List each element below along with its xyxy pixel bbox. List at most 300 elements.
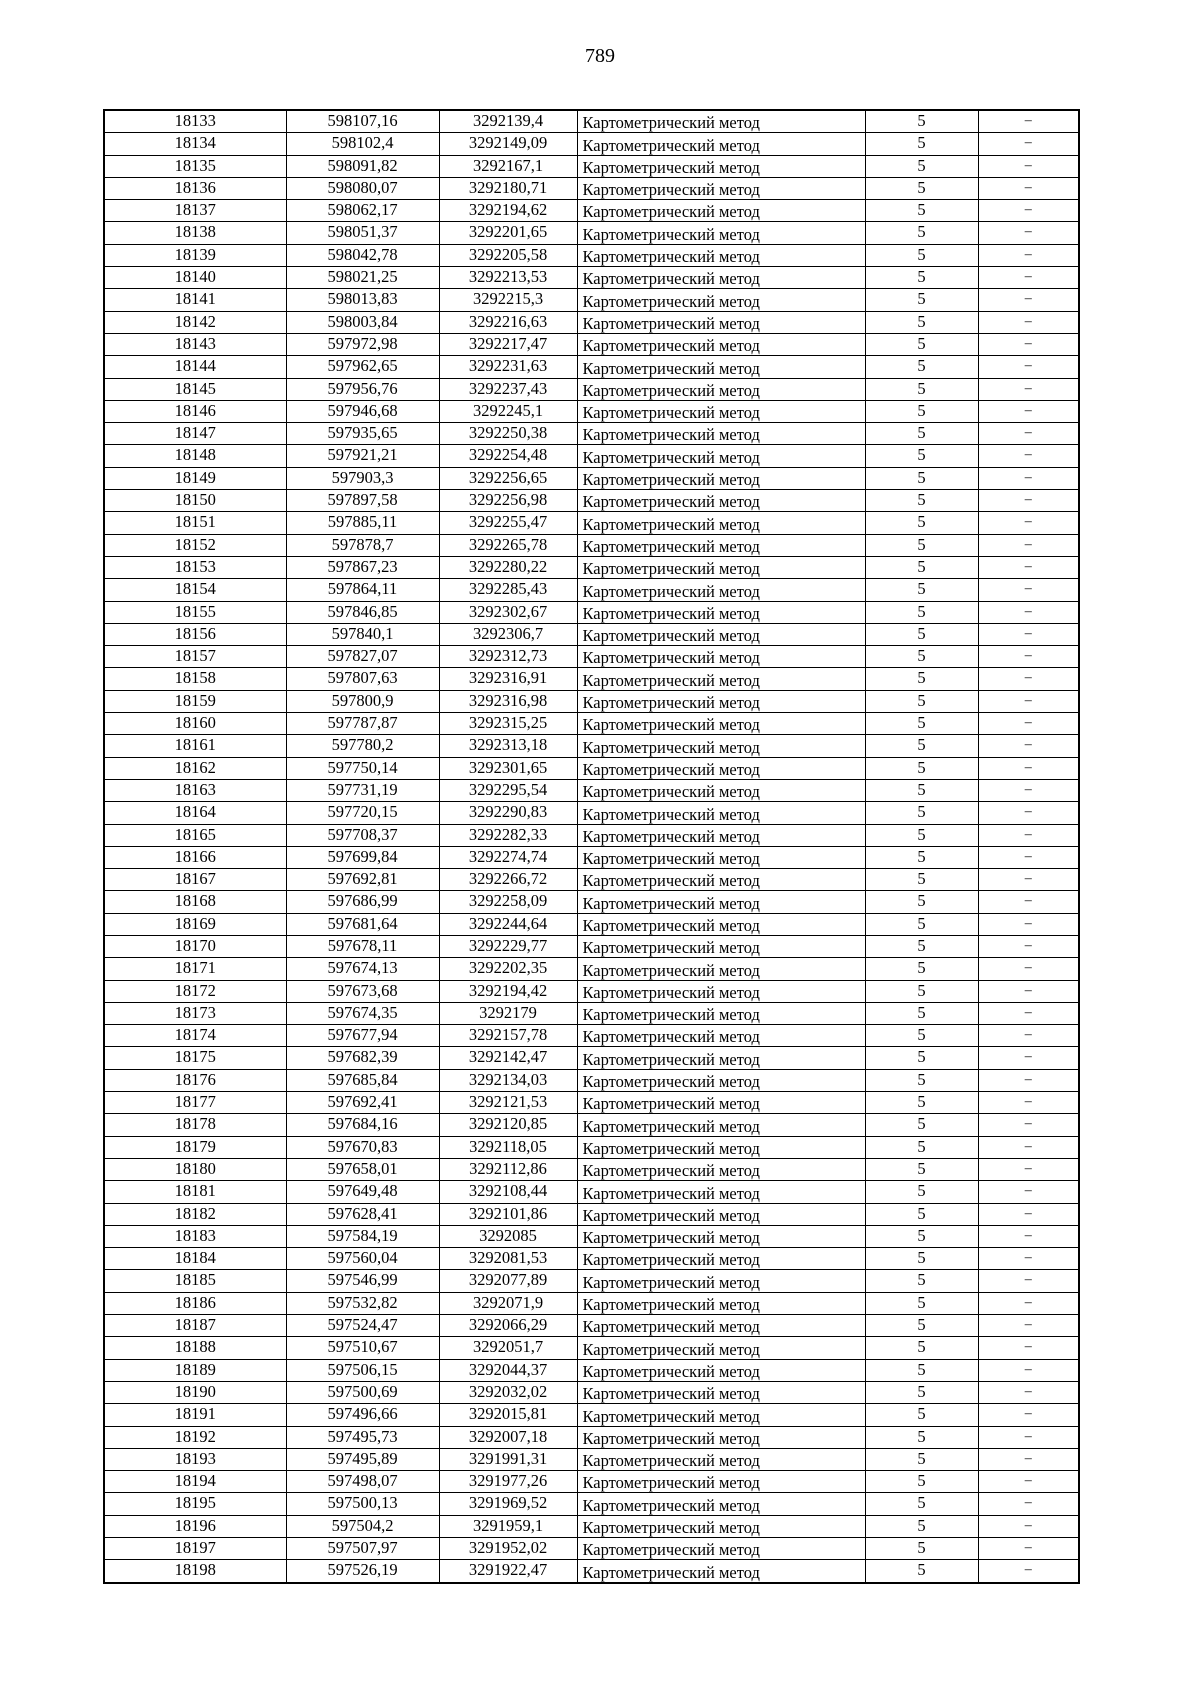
y-coordinate-cell: 3292044,37 xyxy=(439,1359,577,1381)
description-cell: – xyxy=(978,913,1079,935)
method-cell: Картометрический метод xyxy=(577,646,865,668)
table-row xyxy=(104,713,1079,735)
point-number-cell: 18155 xyxy=(104,601,286,623)
description-cell: – xyxy=(978,378,1079,400)
point-number-cell: 18138 xyxy=(104,222,286,244)
description-cell: – xyxy=(978,1471,1079,1493)
description-cell: – xyxy=(978,177,1079,199)
accuracy-cell: 5 xyxy=(865,623,978,645)
table-row xyxy=(104,490,1079,512)
y-coordinate-cell: 3291952,02 xyxy=(439,1538,577,1560)
method-cell: Картометрический метод xyxy=(577,757,865,779)
accuracy-cell: 5 xyxy=(865,1158,978,1180)
y-coordinate-cell: 3292134,03 xyxy=(439,1069,577,1091)
table-row xyxy=(104,1092,1079,1114)
y-coordinate-cell: 3292118,05 xyxy=(439,1136,577,1158)
accuracy-cell: 5 xyxy=(865,713,978,735)
point-number-cell: 18190 xyxy=(104,1381,286,1403)
y-coordinate-cell: 3292258,09 xyxy=(439,891,577,913)
accuracy-cell: 5 xyxy=(865,490,978,512)
x-coordinate-cell: 597903,3 xyxy=(286,467,439,489)
description-cell: – xyxy=(978,289,1079,311)
table-row xyxy=(104,333,1079,355)
table-row xyxy=(104,534,1079,556)
table-row xyxy=(104,757,1079,779)
table-row xyxy=(104,913,1079,935)
point-number-cell: 18181 xyxy=(104,1181,286,1203)
description-cell: – xyxy=(978,668,1079,690)
accuracy-cell: 5 xyxy=(865,1069,978,1091)
description-cell: – xyxy=(978,490,1079,512)
point-number-cell: 18160 xyxy=(104,713,286,735)
point-number-cell: 18158 xyxy=(104,668,286,690)
description-cell: – xyxy=(978,556,1079,578)
x-coordinate-cell: 597720,15 xyxy=(286,802,439,824)
table-row xyxy=(104,155,1079,177)
table-row xyxy=(104,1114,1079,1136)
description-cell: – xyxy=(978,333,1079,355)
method-cell: Картометрический метод xyxy=(577,1381,865,1403)
method-cell: Картометрический метод xyxy=(577,1471,865,1493)
point-number-cell: 18149 xyxy=(104,467,286,489)
point-number-cell: 18182 xyxy=(104,1203,286,1225)
point-number-cell: 18143 xyxy=(104,333,286,355)
accuracy-cell: 5 xyxy=(865,1225,978,1247)
y-coordinate-cell: 3292205,58 xyxy=(439,244,577,266)
table-row xyxy=(104,244,1079,266)
description-cell: – xyxy=(978,1515,1079,1537)
table-row xyxy=(104,556,1079,578)
point-number-cell: 18195 xyxy=(104,1493,286,1515)
y-coordinate-cell: 3292201,65 xyxy=(439,222,577,244)
x-coordinate-cell: 597560,04 xyxy=(286,1248,439,1270)
table-row xyxy=(104,133,1079,155)
description-cell: – xyxy=(978,1337,1079,1359)
table-row xyxy=(104,891,1079,913)
description-cell: – xyxy=(978,244,1079,266)
table-row xyxy=(104,1136,1079,1158)
y-coordinate-cell: 3292071,9 xyxy=(439,1292,577,1314)
description-cell: – xyxy=(978,1538,1079,1560)
accuracy-cell: 5 xyxy=(865,1493,978,1515)
method-cell: Картометрический метод xyxy=(577,935,865,957)
y-coordinate-cell: 3292306,7 xyxy=(439,623,577,645)
method-cell: Картометрический метод xyxy=(577,155,865,177)
description-cell: – xyxy=(978,1359,1079,1381)
x-coordinate-cell: 597500,69 xyxy=(286,1381,439,1403)
y-coordinate-cell: 3291922,47 xyxy=(439,1560,577,1583)
accuracy-cell: 5 xyxy=(865,802,978,824)
method-cell: Картометрический метод xyxy=(577,891,865,913)
x-coordinate-cell: 597686,99 xyxy=(286,891,439,913)
table-row xyxy=(104,601,1079,623)
accuracy-cell: 5 xyxy=(865,891,978,913)
description-cell: – xyxy=(978,690,1079,712)
method-cell: Картометрический метод xyxy=(577,445,865,467)
method-cell: Картометрический метод xyxy=(577,690,865,712)
y-coordinate-cell: 3292244,64 xyxy=(439,913,577,935)
description-cell: – xyxy=(978,423,1079,445)
x-coordinate-cell: 597780,2 xyxy=(286,735,439,757)
y-coordinate-cell: 3292315,25 xyxy=(439,713,577,735)
point-number-cell: 18144 xyxy=(104,356,286,378)
description-cell: – xyxy=(978,1181,1079,1203)
accuracy-cell: 5 xyxy=(865,1426,978,1448)
table-row xyxy=(104,579,1079,601)
accuracy-cell: 5 xyxy=(865,378,978,400)
description-cell: – xyxy=(978,1158,1079,1180)
x-coordinate-cell: 597677,94 xyxy=(286,1025,439,1047)
point-number-cell: 18197 xyxy=(104,1538,286,1560)
x-coordinate-cell: 597684,16 xyxy=(286,1114,439,1136)
accuracy-cell: 5 xyxy=(865,1114,978,1136)
x-coordinate-cell: 598021,25 xyxy=(286,267,439,289)
accuracy-cell: 5 xyxy=(865,1002,978,1024)
y-coordinate-cell: 3292179 xyxy=(439,1002,577,1024)
y-coordinate-cell: 3292015,81 xyxy=(439,1404,577,1426)
table-row xyxy=(104,1560,1079,1583)
accuracy-cell: 5 xyxy=(865,222,978,244)
description-cell: – xyxy=(978,1203,1079,1225)
point-number-cell: 18152 xyxy=(104,534,286,556)
table-row xyxy=(104,802,1079,824)
point-number-cell: 18166 xyxy=(104,846,286,868)
description-cell: – xyxy=(978,646,1079,668)
description-cell: – xyxy=(978,1225,1079,1247)
y-coordinate-cell: 3291969,52 xyxy=(439,1493,577,1515)
description-cell: – xyxy=(978,735,1079,757)
y-coordinate-cell: 3292202,35 xyxy=(439,958,577,980)
accuracy-cell: 5 xyxy=(865,846,978,868)
accuracy-cell: 5 xyxy=(865,1381,978,1403)
x-coordinate-cell: 598107,16 xyxy=(286,110,439,133)
description-cell: – xyxy=(978,1136,1079,1158)
method-cell: Картометрический метод xyxy=(577,333,865,355)
y-coordinate-cell: 3292229,77 xyxy=(439,935,577,957)
table-row xyxy=(104,824,1079,846)
y-coordinate-cell: 3292250,38 xyxy=(439,423,577,445)
table-row xyxy=(104,1315,1079,1337)
coordinates-table xyxy=(103,109,1080,1584)
method-cell: Картометрический метод xyxy=(577,1448,865,1470)
y-coordinate-cell: 3292245,1 xyxy=(439,400,577,422)
method-cell: Картометрический метод xyxy=(577,1359,865,1381)
description-cell: – xyxy=(978,110,1079,133)
table-row xyxy=(104,1025,1079,1047)
accuracy-cell: 5 xyxy=(865,1515,978,1537)
table-row xyxy=(104,311,1079,333)
x-coordinate-cell: 597507,97 xyxy=(286,1538,439,1560)
accuracy-cell: 5 xyxy=(865,757,978,779)
method-cell: Картометрический метод xyxy=(577,1493,865,1515)
method-cell: Картометрический метод xyxy=(577,579,865,601)
y-coordinate-cell: 3292265,78 xyxy=(439,534,577,556)
point-number-cell: 18167 xyxy=(104,869,286,891)
method-cell: Картометрический метод xyxy=(577,556,865,578)
description-cell: – xyxy=(978,802,1079,824)
point-number-cell: 18163 xyxy=(104,779,286,801)
table-row xyxy=(104,1069,1079,1091)
x-coordinate-cell: 597956,76 xyxy=(286,378,439,400)
accuracy-cell: 5 xyxy=(865,935,978,957)
point-number-cell: 18184 xyxy=(104,1248,286,1270)
method-cell: Картометрический метод xyxy=(577,378,865,400)
accuracy-cell: 5 xyxy=(865,735,978,757)
y-coordinate-cell: 3291977,26 xyxy=(439,1471,577,1493)
y-coordinate-cell: 3292121,53 xyxy=(439,1092,577,1114)
point-number-cell: 18137 xyxy=(104,200,286,222)
method-cell: Картометрический метод xyxy=(577,1136,865,1158)
point-number-cell: 18142 xyxy=(104,311,286,333)
method-cell: Картометрический метод xyxy=(577,869,865,891)
accuracy-cell: 5 xyxy=(865,311,978,333)
table-row xyxy=(104,110,1079,133)
x-coordinate-cell: 597692,41 xyxy=(286,1092,439,1114)
description-cell: – xyxy=(978,824,1079,846)
y-coordinate-cell: 3292217,47 xyxy=(439,333,577,355)
x-coordinate-cell: 597935,65 xyxy=(286,423,439,445)
description-cell: – xyxy=(978,1404,1079,1426)
x-coordinate-cell: 597699,84 xyxy=(286,846,439,868)
x-coordinate-cell: 597496,66 xyxy=(286,1404,439,1426)
point-number-cell: 18150 xyxy=(104,490,286,512)
description-cell: – xyxy=(978,1426,1079,1448)
table-row xyxy=(104,200,1079,222)
method-cell: Картометрический метод xyxy=(577,713,865,735)
accuracy-cell: 5 xyxy=(865,958,978,980)
y-coordinate-cell: 3292167,1 xyxy=(439,155,577,177)
table-row xyxy=(104,935,1079,957)
table-row xyxy=(104,1404,1079,1426)
point-number-cell: 18168 xyxy=(104,891,286,913)
description-cell: – xyxy=(978,846,1079,868)
x-coordinate-cell: 597498,07 xyxy=(286,1471,439,1493)
y-coordinate-cell: 3292149,09 xyxy=(439,133,577,155)
table-row xyxy=(104,289,1079,311)
point-number-cell: 18139 xyxy=(104,244,286,266)
accuracy-cell: 5 xyxy=(865,445,978,467)
y-coordinate-cell: 3292032,02 xyxy=(439,1381,577,1403)
accuracy-cell: 5 xyxy=(865,1092,978,1114)
point-number-cell: 18171 xyxy=(104,958,286,980)
point-number-cell: 18196 xyxy=(104,1515,286,1537)
x-coordinate-cell: 597526,19 xyxy=(286,1560,439,1583)
y-coordinate-cell: 3292194,62 xyxy=(439,200,577,222)
y-coordinate-cell: 3292280,22 xyxy=(439,556,577,578)
x-coordinate-cell: 597827,07 xyxy=(286,646,439,668)
description-cell: – xyxy=(978,1047,1079,1069)
table-row xyxy=(104,1448,1079,1470)
table-row xyxy=(104,222,1079,244)
point-number-cell: 18177 xyxy=(104,1092,286,1114)
y-coordinate-cell: 3292316,91 xyxy=(439,668,577,690)
y-coordinate-cell: 3292051,7 xyxy=(439,1337,577,1359)
x-coordinate-cell: 597674,13 xyxy=(286,958,439,980)
y-coordinate-cell: 3292085 xyxy=(439,1225,577,1247)
point-number-cell: 18169 xyxy=(104,913,286,935)
point-number-cell: 18162 xyxy=(104,757,286,779)
description-cell: – xyxy=(978,1092,1079,1114)
method-cell: Картометрический метод xyxy=(577,623,865,645)
x-coordinate-cell: 597731,19 xyxy=(286,779,439,801)
point-number-cell: 18157 xyxy=(104,646,286,668)
table-row xyxy=(104,1292,1079,1314)
y-coordinate-cell: 3292142,47 xyxy=(439,1047,577,1069)
method-cell: Картометрический метод xyxy=(577,1315,865,1337)
point-number-cell: 18189 xyxy=(104,1359,286,1381)
method-cell: Картометрический метод xyxy=(577,289,865,311)
y-coordinate-cell: 3292256,65 xyxy=(439,467,577,489)
point-number-cell: 18178 xyxy=(104,1114,286,1136)
method-cell: Картометрический метод xyxy=(577,267,865,289)
table-row xyxy=(104,1002,1079,1024)
accuracy-cell: 5 xyxy=(865,646,978,668)
table-row xyxy=(104,378,1079,400)
table-row xyxy=(104,668,1079,690)
table-row xyxy=(104,400,1079,422)
point-number-cell: 18193 xyxy=(104,1448,286,1470)
x-coordinate-cell: 598013,83 xyxy=(286,289,439,311)
point-number-cell: 18198 xyxy=(104,1560,286,1583)
method-cell: Картометрический метод xyxy=(577,1337,865,1359)
table-row xyxy=(104,1225,1079,1247)
description-cell: – xyxy=(978,869,1079,891)
x-coordinate-cell: 598102,4 xyxy=(286,133,439,155)
description-cell: – xyxy=(978,1114,1079,1136)
accuracy-cell: 5 xyxy=(865,824,978,846)
method-cell: Картометрический метод xyxy=(577,534,865,556)
point-number-cell: 18186 xyxy=(104,1292,286,1314)
method-cell: Картометрический метод xyxy=(577,1158,865,1180)
point-number-cell: 18191 xyxy=(104,1404,286,1426)
description-cell: – xyxy=(978,757,1079,779)
method-cell: Картометрический метод xyxy=(577,1270,865,1292)
accuracy-cell: 5 xyxy=(865,1359,978,1381)
description-cell: – xyxy=(978,200,1079,222)
y-coordinate-cell: 3292254,48 xyxy=(439,445,577,467)
description-cell: – xyxy=(978,512,1079,534)
accuracy-cell: 5 xyxy=(865,267,978,289)
point-number-cell: 18148 xyxy=(104,445,286,467)
point-number-cell: 18179 xyxy=(104,1136,286,1158)
x-coordinate-cell: 597946,68 xyxy=(286,400,439,422)
accuracy-cell: 5 xyxy=(865,356,978,378)
method-cell: Картометрический метод xyxy=(577,1069,865,1091)
y-coordinate-cell: 3292139,4 xyxy=(439,110,577,133)
accuracy-cell: 5 xyxy=(865,534,978,556)
accuracy-cell: 5 xyxy=(865,869,978,891)
method-cell: Картометрический метод xyxy=(577,1203,865,1225)
table-row xyxy=(104,1538,1079,1560)
method-cell: Картометрический метод xyxy=(577,1515,865,1537)
description-cell: – xyxy=(978,1448,1079,1470)
y-coordinate-cell: 3292108,44 xyxy=(439,1181,577,1203)
description-cell: – xyxy=(978,713,1079,735)
point-number-cell: 18154 xyxy=(104,579,286,601)
description-cell: – xyxy=(978,1069,1079,1091)
method-cell: Картометрический метод xyxy=(577,200,865,222)
x-coordinate-cell: 598062,17 xyxy=(286,200,439,222)
table-row xyxy=(104,267,1079,289)
x-coordinate-cell: 597878,7 xyxy=(286,534,439,556)
x-coordinate-cell: 597885,11 xyxy=(286,512,439,534)
method-cell: Картометрический метод xyxy=(577,1225,865,1247)
point-number-cell: 18153 xyxy=(104,556,286,578)
y-coordinate-cell: 3292215,3 xyxy=(439,289,577,311)
y-coordinate-cell: 3292213,53 xyxy=(439,267,577,289)
x-coordinate-cell: 598051,37 xyxy=(286,222,439,244)
accuracy-cell: 5 xyxy=(865,556,978,578)
x-coordinate-cell: 598003,84 xyxy=(286,311,439,333)
accuracy-cell: 5 xyxy=(865,1136,978,1158)
y-coordinate-cell: 3292231,63 xyxy=(439,356,577,378)
accuracy-cell: 5 xyxy=(865,690,978,712)
point-number-cell: 18159 xyxy=(104,690,286,712)
y-coordinate-cell: 3292237,43 xyxy=(439,378,577,400)
x-coordinate-cell: 597708,37 xyxy=(286,824,439,846)
accuracy-cell: 5 xyxy=(865,423,978,445)
x-coordinate-cell: 597972,98 xyxy=(286,333,439,355)
x-coordinate-cell: 597846,85 xyxy=(286,601,439,623)
x-coordinate-cell: 597532,82 xyxy=(286,1292,439,1314)
description-cell: – xyxy=(978,400,1079,422)
description-cell: – xyxy=(978,1248,1079,1270)
x-coordinate-cell: 598091,82 xyxy=(286,155,439,177)
method-cell: Картометрический метод xyxy=(577,980,865,1002)
table-row xyxy=(104,846,1079,868)
accuracy-cell: 5 xyxy=(865,133,978,155)
accuracy-cell: 5 xyxy=(865,1538,978,1560)
description-cell: – xyxy=(978,623,1079,645)
x-coordinate-cell: 597495,73 xyxy=(286,1426,439,1448)
accuracy-cell: 5 xyxy=(865,333,978,355)
description-cell: – xyxy=(978,1025,1079,1047)
y-coordinate-cell: 3292081,53 xyxy=(439,1248,577,1270)
description-cell: – xyxy=(978,534,1079,556)
point-number-cell: 18188 xyxy=(104,1337,286,1359)
point-number-cell: 18173 xyxy=(104,1002,286,1024)
description-cell: – xyxy=(978,1493,1079,1515)
accuracy-cell: 5 xyxy=(865,1292,978,1314)
y-coordinate-cell: 3292112,86 xyxy=(439,1158,577,1180)
point-number-cell: 18185 xyxy=(104,1270,286,1292)
description-cell: – xyxy=(978,1315,1079,1337)
method-cell: Картометрический метод xyxy=(577,512,865,534)
accuracy-cell: 5 xyxy=(865,668,978,690)
y-coordinate-cell: 3292285,43 xyxy=(439,579,577,601)
accuracy-cell: 5 xyxy=(865,155,978,177)
accuracy-cell: 5 xyxy=(865,1203,978,1225)
accuracy-cell: 5 xyxy=(865,913,978,935)
point-number-cell: 18187 xyxy=(104,1315,286,1337)
accuracy-cell: 5 xyxy=(865,1315,978,1337)
method-cell: Картометрический метод xyxy=(577,423,865,445)
point-number-cell: 18180 xyxy=(104,1158,286,1180)
accuracy-cell: 5 xyxy=(865,400,978,422)
y-coordinate-cell: 3292120,85 xyxy=(439,1114,577,1136)
description-cell: – xyxy=(978,133,1079,155)
accuracy-cell: 5 xyxy=(865,177,978,199)
x-coordinate-cell: 597649,48 xyxy=(286,1181,439,1203)
accuracy-cell: 5 xyxy=(865,1471,978,1493)
description-cell: – xyxy=(978,311,1079,333)
y-coordinate-cell: 3292266,72 xyxy=(439,869,577,891)
method-cell: Картометрический метод xyxy=(577,467,865,489)
x-coordinate-cell: 597670,83 xyxy=(286,1136,439,1158)
method-cell: Картометрический метод xyxy=(577,1002,865,1024)
table-row xyxy=(104,980,1079,1002)
x-coordinate-cell: 597685,84 xyxy=(286,1069,439,1091)
